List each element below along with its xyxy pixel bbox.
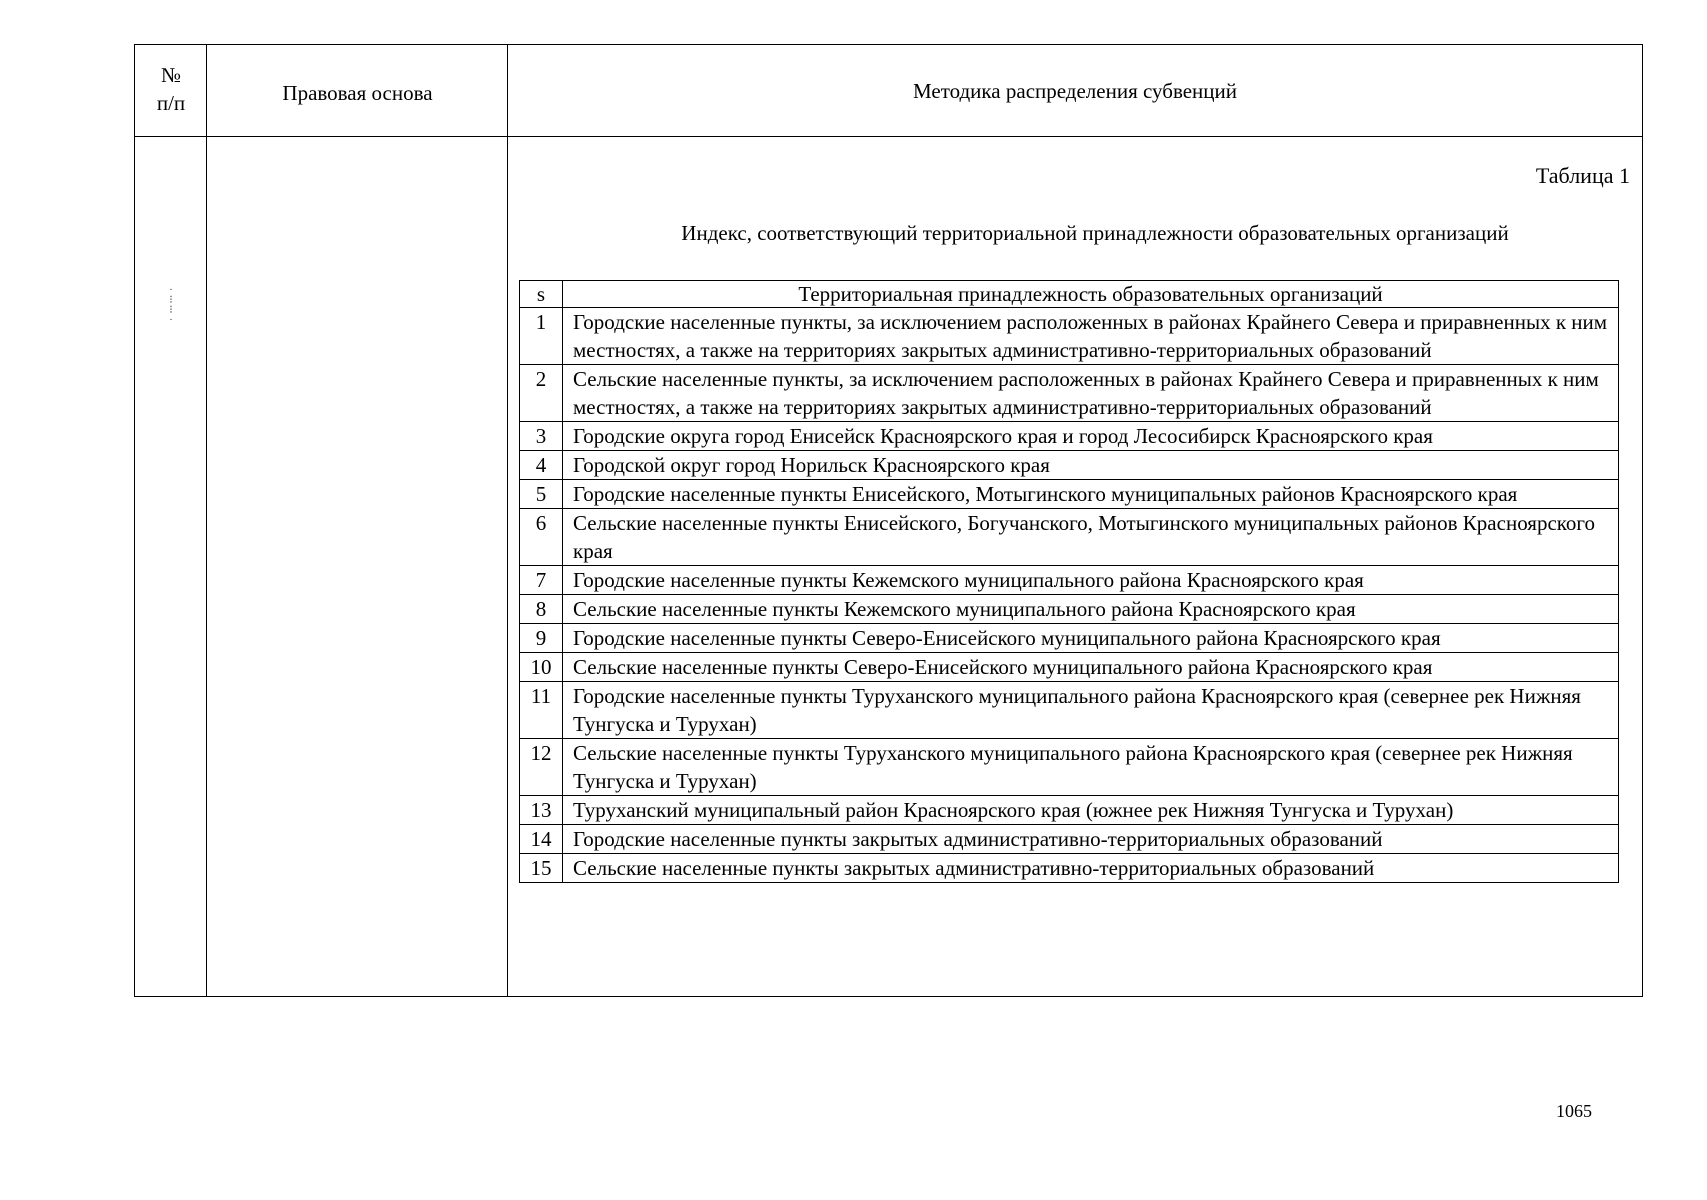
table-row [520,825,1619,854]
table-row [520,509,1619,566]
row-territory: Сельские населенные пункты Кежемского муниципального района Красноярского края [563,595,1619,624]
row-index: 4 [520,451,563,480]
row-territory: Сельские населенные пункты закрытых административно-территориальных образований [563,854,1619,883]
page-number: 1065 [1556,1101,1592,1121]
row-index: 6 [520,509,563,566]
table-row [520,682,1619,739]
table-row [520,854,1619,883]
row-index: 9 [520,624,563,653]
row-index: 7 [520,566,563,595]
row-territory: Городские населенные пункты Туруханского муниципального района Красноярского края (севернее рек Нижняя Тунгуска и Турухан) [563,682,1619,739]
row-territory: Городские населенные пункты Енисейского, Мотыгинского муниципальных районов Красноярского края [563,480,1619,509]
row-index: 5 [520,480,563,509]
row-index: 15 [520,854,563,883]
row-territory: Городские населенные пункты, за исключением расположенных в районах Крайнего Севера и приравненных к ним местностях, а также на территориях закрытых административно-территориальных образований [563,308,1619,365]
row-index: 11 [520,682,563,739]
header-methodology: Методика распределения субвенций [912,79,1238,103]
column-header-territory: Территориальная принадлежность образовательных организаций [563,281,1619,308]
table-row [520,480,1619,509]
column-header-s: s [520,281,563,308]
row-territory: Сельские населенные пункты Туруханского муниципального района Красноярского края (севернее рек Нижняя Тунгуска и Турухан) [563,739,1619,796]
row-index: 14 [520,825,563,854]
header-legal-basis: Правовая основа [282,81,433,105]
row-index: 10 [520,653,563,682]
table-row [520,739,1619,796]
row-territory: Городские округа город Енисейск Красноярского края и город Лесосибирск Красноярского края [563,422,1619,451]
table-row [520,624,1619,653]
row-index: 1 [520,308,563,365]
row-index: 3 [520,422,563,451]
row-index: 2 [520,365,563,422]
table-header-row [520,281,1619,308]
row-territory: Городской округ город Норильск Красноярского края [563,451,1619,480]
table-row [520,451,1619,480]
column-divider [507,45,508,996]
row-territory: Городские населенные пункты Кежемского муниципального района Красноярского края [563,566,1619,595]
main-table [134,44,1643,997]
row-territory: Городские населенные пункты Северо-Енисейского муниципального района Красноярского края [563,624,1619,653]
header-divider [135,136,1642,137]
header-number-column [135,61,207,117]
row-index: 8 [520,595,563,624]
row-territory: Городские населенные пункты закрытых административно-территориальных образований [563,825,1619,854]
territorial-index-table [519,280,1619,883]
table-row [520,796,1619,825]
scan-artifact-dots: · ⁝ ⁝ · [169,284,173,326]
table-row [520,566,1619,595]
table-row [520,308,1619,365]
header-number-abbrev: п/п [156,91,186,115]
table-row [520,365,1619,422]
row-index: 13 [520,796,563,825]
header-number-sign: № [160,63,182,87]
table-caption: Индекс, соответствующий территориальной принадлежности образовательных организаций [681,221,1509,245]
table-label: Таблица 1 [1535,163,1630,188]
row-index: 12 [520,739,563,796]
table-row [520,653,1619,682]
row-territory: Сельские населенные пункты Северо-Енисейского муниципального района Красноярского края [563,653,1619,682]
table-row [520,595,1619,624]
row-territory: Сельские населенные пункты Енисейского, Богучанского, Мотыгинского муниципальных районов Красноярского края [563,509,1619,566]
table-row [520,422,1619,451]
table-body [520,308,1619,883]
row-territory: Сельские населенные пункты, за исключением расположенных в районах Крайнего Севера и приравненных к ним местностях, а также на территориях закрытых административно-территориальных образований [563,365,1619,422]
column-divider [206,45,207,996]
row-territory: Туруханский муниципальный район Красноярского края (южнее рек Нижняя Тунгуска и Турухан) [563,796,1619,825]
